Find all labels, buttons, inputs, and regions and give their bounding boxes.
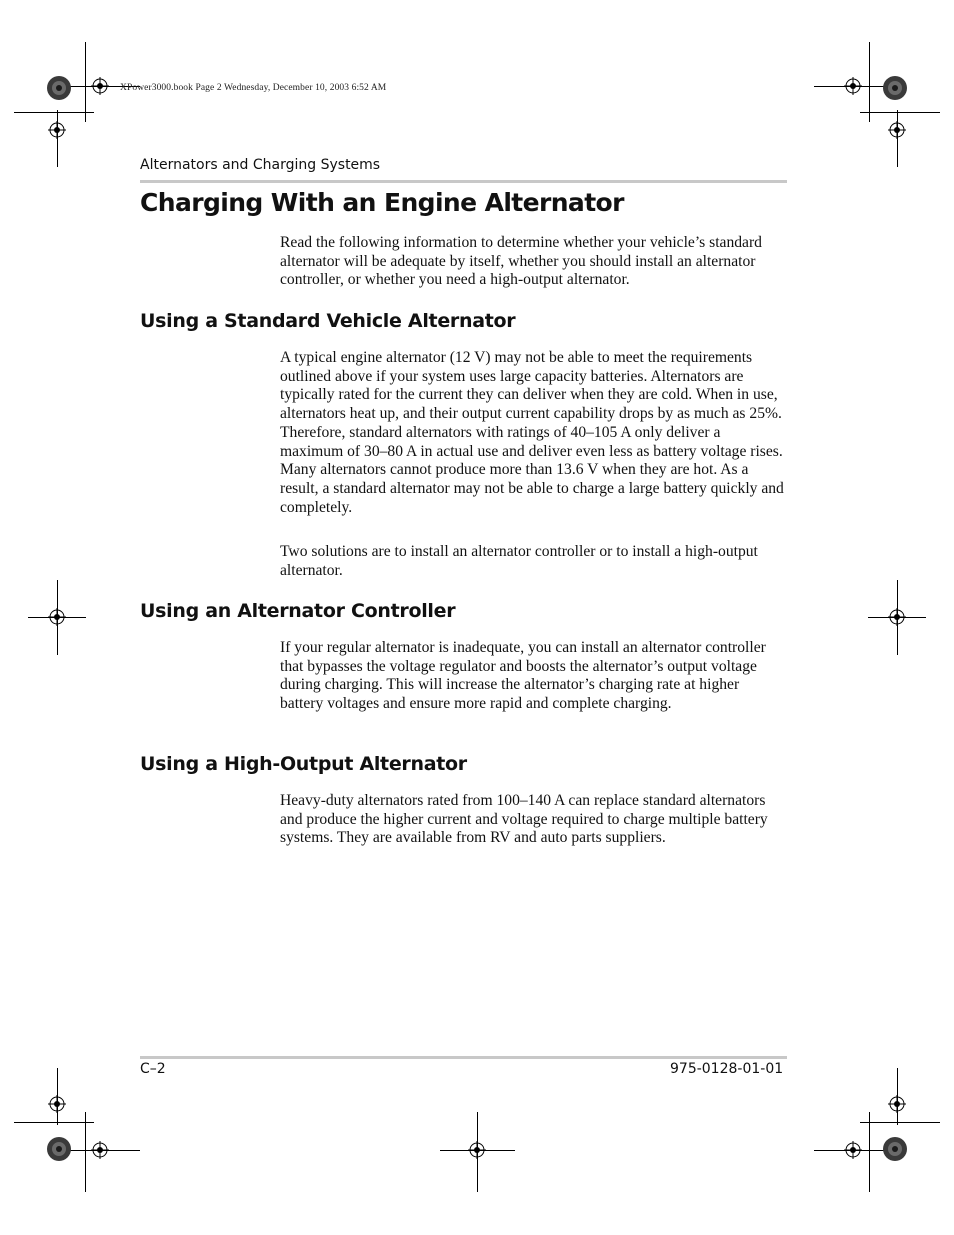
registration-target-icon — [844, 77, 862, 95]
registration-target-icon — [888, 1095, 906, 1113]
registration-target-icon — [468, 1141, 486, 1159]
page-number: C–2 — [140, 1061, 166, 1077]
registration-target-icon — [844, 1141, 862, 1159]
section-paragraph: Heavy-duty alternators rated from 100–140 A can replace standard alternators and produce the higher current and voltage required to charge multiple battery systems. They are available from RV and auto parts suppliers. — [280, 792, 768, 847]
section-paragraph: Two solutions are to install an alternator controller or to install a high-output alternator. — [280, 543, 758, 579]
registration-target-icon — [91, 77, 109, 95]
footer-rule — [140, 1056, 787, 1059]
registration-target-icon — [48, 608, 66, 626]
section-heading: Using a High-Output Alternator — [140, 753, 467, 775]
star-target-icon — [46, 75, 72, 101]
star-target-icon — [882, 1136, 908, 1162]
section-paragraph: A typical engine alternator (12 V) may not be able to meet the requirements outlined above if your system uses large capacity batteries. Alternators are typically rated for the current they can deliver when they are cold. When in use, alternators heat up, and their output current capability drops by as much as 25%. Therefore, standard alternators with ratings of 40–105 A only deliver a maximum of 30–80 A in actual use and deliver even less as battery voltage rises. Many alternators cannot produce more than 13.6 V when they are hot. As a result, a standard alternator may not be able to charge a large battery quickly and completely. — [280, 349, 784, 516]
section-heading: Using a Standard Vehicle Alternator — [140, 310, 516, 332]
header-rule — [140, 180, 787, 183]
star-target-icon — [882, 75, 908, 101]
registration-target-icon — [48, 121, 66, 139]
running-header: Alternators and Charging Systems — [140, 157, 381, 173]
star-target-icon — [46, 1136, 72, 1162]
registration-target-icon — [91, 1141, 109, 1159]
document-number: 975-0128-01-01 — [670, 1061, 784, 1077]
registration-target-icon — [888, 121, 906, 139]
registration-target-icon — [48, 1095, 66, 1113]
printer-slug: XPower3000.book Page 2 Wednesday, December 10, 2003 6:52 AM — [120, 83, 387, 93]
registration-target-icon — [888, 608, 906, 626]
section-heading: Using an Alternator Controller — [140, 600, 456, 622]
section-paragraph: If your regular alternator is inadequate, you can install an alternator controller that bypasses the voltage regulator and boosts the alternator’s output voltage during charging. This will increase the alternator’s charging rate at higher battery voltages and ensure more rapid and complete charging. — [280, 639, 766, 713]
intro-paragraph: Read the following information to determine whether your vehicle’s standard alternator will be adequate by itself, whether you should install an alternator controller, or whether you need a high-output alternator. — [280, 234, 762, 289]
page-title: Charging With an Engine Alternator — [140, 188, 624, 217]
